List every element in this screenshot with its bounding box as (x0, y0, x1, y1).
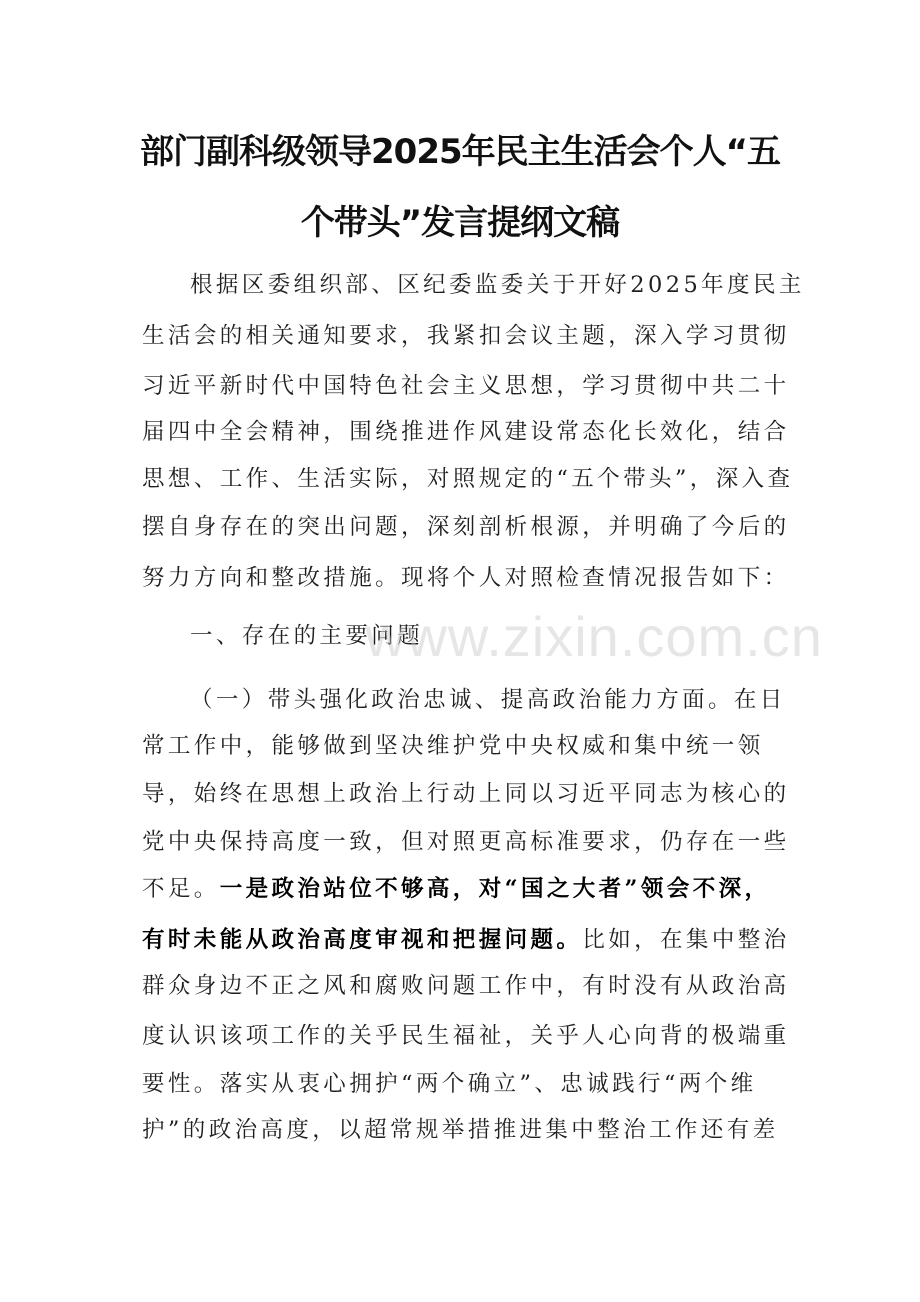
paragraph-line: 摆自身存在的突出问题，深刻剖析根源，并明确了今后的 (142, 514, 790, 540)
paragraph-line: 导，始终在思想上政治上行动上同以习近平同志为核心的 (142, 781, 790, 807)
paragraph-line: 度认识该项工作的关乎民生福祉，关乎人心向背的极端重 (142, 1023, 790, 1049)
paragraph-line: 党中央保持高度一致，但对照更高标准要求，仍存在一些 (142, 829, 790, 855)
bold-highlight: 一是政治站位不够高，对“国之大者”领会不深， (219, 876, 771, 902)
paragraph-line (142, 874, 770, 904)
paragraph-line: 常工作中，能够做到坚决维护党中央权威和集中统一领 (142, 733, 764, 759)
plain-text: 不足。 (142, 876, 220, 902)
section-heading: 一、存在的主要问题 (190, 623, 424, 649)
paragraph-line (142, 925, 790, 955)
paragraph-line: 根据区委组织部、区纪委监委关于开好2025年度民主 (190, 272, 805, 298)
paragraph-line: 思想、工作、生活实际，对照规定的“五个带头”，深入查 (142, 466, 794, 492)
document-title-line-2: 个带头”发言提纲文稿 (300, 203, 620, 243)
document-title-line-1: 部门副科级领导2025年民主生活会个人“五 (140, 132, 780, 172)
paragraph-line: 习近平新时代中国特色社会主义思想，学习贯彻中共二十 (142, 373, 790, 399)
paragraph-line: 护”的政治高度，以超常规举措推进集中整治工作还有差 (142, 1117, 779, 1143)
paragraph-line: 届四中全会精神，围绕推进作风建设常态化长效化，结合 (142, 419, 790, 445)
paragraph-line: 要性。落实从衷心拥护“两个确立”、忠诚践行“两个维 (142, 1071, 757, 1097)
paragraph-line: 努力方向和整改措施。现将个人对照检查情况报告如下： (142, 565, 790, 591)
plain-text: 比如，在集中整治 (582, 927, 790, 953)
bold-highlight: 有时未能从政治高度审视和把握问题。 (142, 927, 583, 953)
watermark: www.zixin.com.cn (365, 605, 823, 668)
paragraph-line: （一）带头强化政治忠诚、提高政治能力方面。在日 (190, 687, 786, 713)
paragraph-line: 群众身边不正之风和腐败问题工作中，有时没有从政治高 (142, 973, 790, 999)
paragraph-line: 生活会的相关通知要求，我紧扣会议主题，深入学习贯彻 (142, 323, 790, 349)
